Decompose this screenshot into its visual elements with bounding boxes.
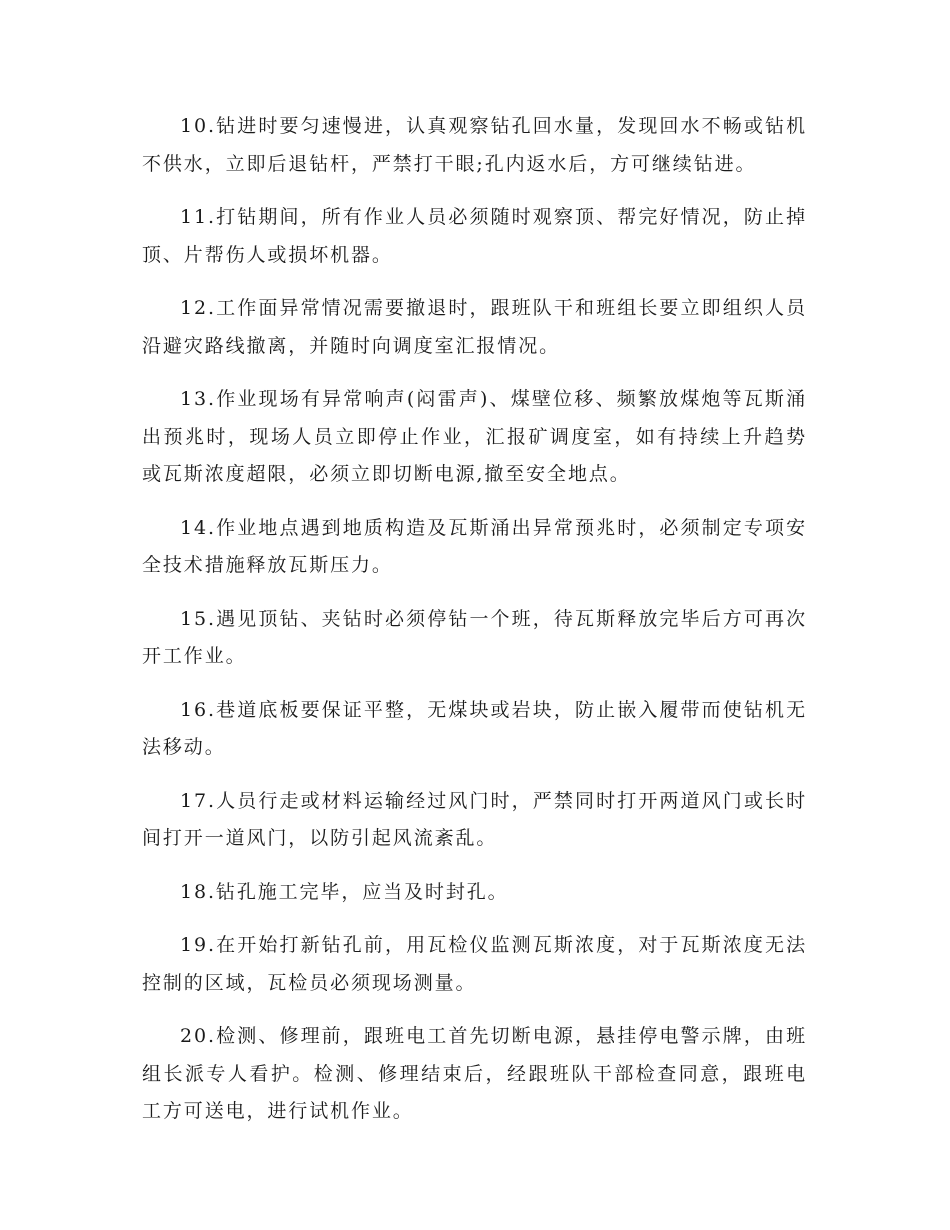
paragraph-item-12: 12.工作面异常情况需要撤退时，跟班队干和班组长要立即组织人员沿避灾路线撤离，并随时向调度室汇报情况。 bbox=[142, 297, 807, 357]
paragraph-item-20: 20.检测、修理前，跟班电工首先切断电源，悬挂停电警示牌，由班组长派专人看护。检测、修理结束后，经跟班队干部检查同意，跟班电工方可送电，进行试机作业。 bbox=[142, 1025, 807, 1122]
document-body bbox=[142, 108, 807, 1147]
paragraph-item-13: 13.作业现场有异常响声(闷雷声)、煤壁位移、频繁放煤炮等瓦斯涌出预兆时，现场人员立即停止作业，汇报矿调度室，如有持续上升趋势或瓦斯浓度超限，必须立即切断电源,撤至安全地点。 bbox=[142, 388, 807, 485]
paragraph-item-19: 19.在开始打新钻孔前，用瓦检仪监测瓦斯浓度，对于瓦斯浓度无法控制的区域，瓦检员必须现场测量。 bbox=[142, 934, 807, 994]
paragraph-item-16: 16.巷道底板要保证平整，无煤块或岩块，防止嵌入履带而使钻机无法移动。 bbox=[142, 698, 807, 758]
paragraph-item-18: 18.钻孔施工完毕，应当及时封孔。 bbox=[180, 880, 509, 903]
paragraph-item-14: 14.作业地点遇到地质构造及瓦斯涌出异常预兆时，必须制定专项安全技术措施释放瓦斯压力。 bbox=[142, 516, 807, 576]
paragraph-item-11: 11.打钻期间，所有作业人员必须随时观察顶、帮完好情况，防止掉顶、片帮伤人或损坏机器。 bbox=[142, 206, 807, 266]
paragraph-item-10: 10.钻进时要匀速慢进，认真观察钻孔回水量，发现回水不畅或钻机不供水，立即后退钻杆，严禁打干眼;孔内返水后，方可继续钻进。 bbox=[142, 115, 807, 175]
paragraph-item-17: 17.人员行走或材料运输经过风门时，严禁同时打开两道风门或长时间打开一道风门，以防引起风流紊乱。 bbox=[142, 789, 807, 849]
paragraph-item-15: 15.遇见顶钻、夹钻时必须停钻一个班，待瓦斯释放完毕后方可再次开工作业。 bbox=[142, 607, 807, 667]
